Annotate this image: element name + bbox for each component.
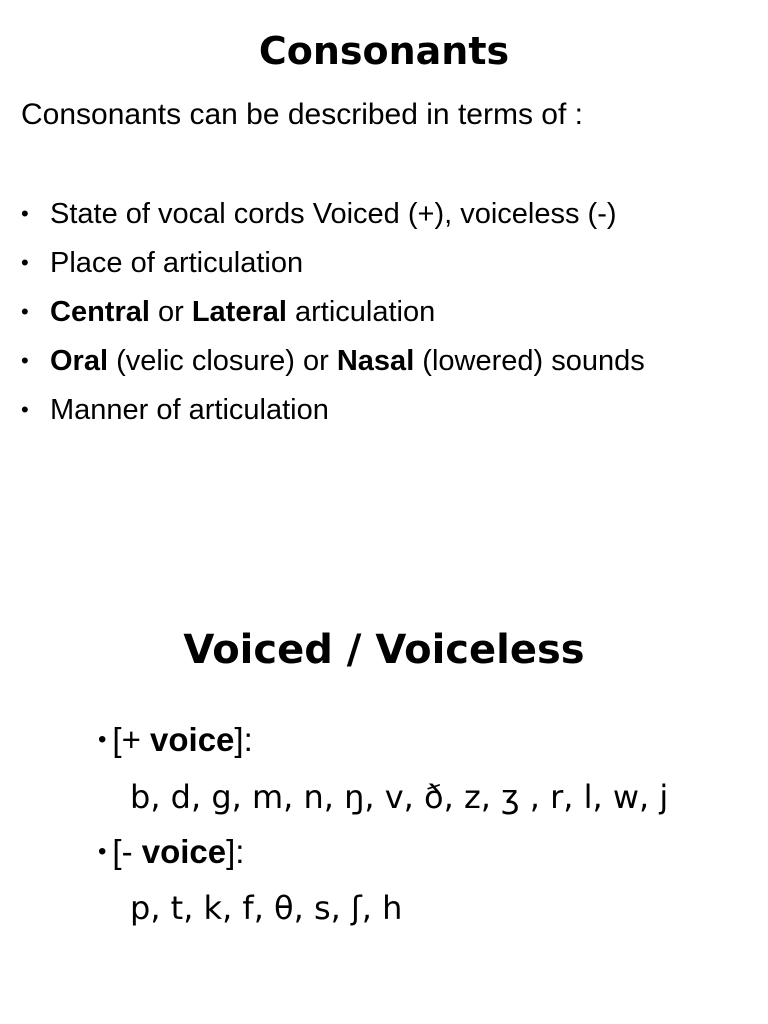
- bullet-icon: •: [98, 726, 107, 753]
- item-text: Manner of articulation: [50, 394, 329, 426]
- bullet-icon: •: [21, 299, 29, 324]
- bullet-icon: •: [21, 348, 29, 373]
- item-text: articulation: [286, 296, 436, 328]
- feature-name: voice: [141, 833, 227, 870]
- slide-title-voiced-voiceless: Voiced / Voiceless: [183, 627, 585, 673]
- item-text: (velic closure) or: [108, 345, 337, 377]
- bullet-icon: •: [21, 201, 29, 226]
- feature-name: voice: [150, 721, 235, 758]
- item-bold-term: Nasal: [336, 345, 415, 377]
- item-text: State of vocal cords Voiced (+), voiceless (-): [50, 198, 617, 230]
- intro-text: Consonants can be described in terms of :: [21, 98, 583, 131]
- item-bold-term: Lateral: [191, 296, 287, 328]
- item-bold-term: Oral: [50, 345, 109, 377]
- bracket-close: ]:: [226, 833, 245, 870]
- bracket-open: [+: [112, 721, 151, 758]
- item-text: (lowered) sounds: [414, 345, 645, 377]
- item-bold-term: Central: [50, 296, 150, 328]
- voiceless-sounds: p, t, k, f, θ, s, ʃ, h: [130, 889, 403, 927]
- bullet-icon: •: [21, 397, 29, 422]
- bullet-icon: •: [98, 838, 107, 865]
- bracket-close: ]:: [234, 721, 253, 758]
- item-text: Place of articulation: [50, 247, 304, 279]
- item-text: or: [149, 296, 192, 328]
- bracket-open: [-: [112, 833, 142, 870]
- voiced-label: [98, 720, 253, 760]
- slide-title-consonants: Consonants: [258, 29, 510, 73]
- voiced-sounds: b, d, g, m, n, ŋ, v, ð, z, ʒ , r, l, w, j: [130, 778, 669, 816]
- voiceless-label: [98, 832, 244, 872]
- bullet-icon: •: [21, 250, 29, 275]
